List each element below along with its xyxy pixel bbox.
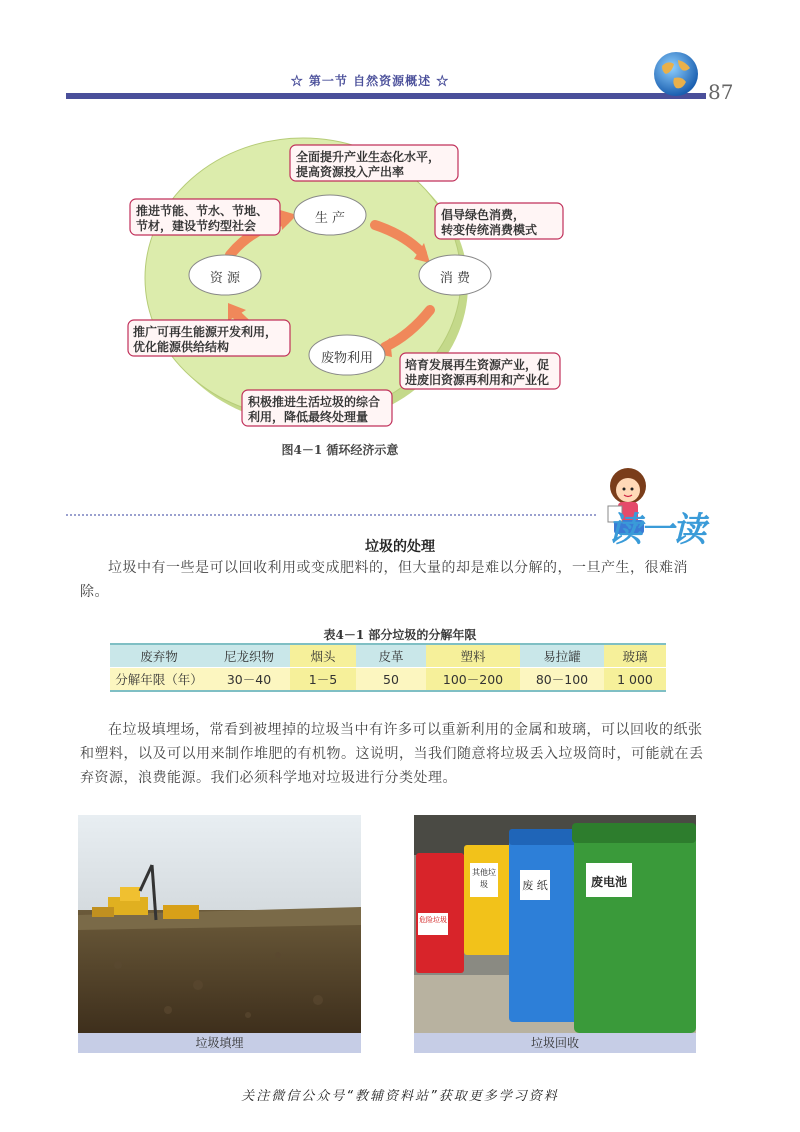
running-header: ☆ 第一节 自然资源概述 ☆ [290, 74, 450, 88]
note-bottom-line2: 利用，降低最终处理量 [248, 410, 369, 424]
recycling-photo [414, 815, 696, 1033]
section-title: 垃圾的处理 [365, 539, 435, 555]
table-value-cell: 1 000 [604, 668, 666, 692]
note-top-line1: 全面提升产业生态化水平， [296, 150, 441, 164]
circular-economy-diagram [100, 135, 570, 435]
table-header-cell: 易拉罐 [520, 644, 604, 668]
bin-label-yellow: 其他垃圾 [472, 868, 496, 889]
reading-badge-label: 读一读 [608, 510, 704, 550]
recycling-caption: 垃圾回收 [414, 1033, 696, 1053]
bin-label-green: 废电池 [590, 875, 627, 889]
note-right-top-line1: 倡导绿色消费， [441, 208, 526, 222]
note-top-line2: 提高资源投入产出率 [296, 165, 405, 179]
paragraph-landfill: 在垃圾填埋场，常看到被埋掉的垃圾当中有许多可以重新利用的金属和玻璃，可以回收的纸张和塑料，以及可以用来制作堆肥的有机物。这说明，当我们随意将垃圾丢入垃圾筒时，可能就在丢弃资源，浪费能源。我们必须科学地对垃圾进行分类处理。 [80, 722, 704, 786]
bin-label-blue: 废 纸 [522, 879, 548, 892]
table-header-cell: 皮革 [356, 644, 426, 668]
node-waste-utilization: 废物利用 [320, 351, 373, 366]
note-left-top-line1: 推进节能、节水、节地、 [136, 204, 269, 218]
reading-badge [590, 462, 710, 552]
node-consumption: 消 费 [439, 271, 471, 286]
table-header-cell: 玻璃 [604, 644, 666, 668]
table-title: 表4－1 部分垃圾的分解年限 [323, 628, 477, 642]
table-header-cell: 烟头 [290, 644, 356, 668]
bin-label-red: 危险垃圾 [419, 916, 447, 924]
note-bottom-line1: 积极推进生活垃圾的综合 [248, 395, 381, 409]
table-value-cell: 80－100 [520, 668, 604, 692]
globe-icon [652, 50, 700, 98]
note-left-bottom-line2: 优化能源供给结构 [133, 340, 230, 354]
table-value-cell: 30－40 [208, 668, 290, 692]
table-header-cell: 废弃物 [110, 644, 208, 668]
table-value-cell: 分解年限（年） [110, 668, 208, 692]
decomposition-table [110, 643, 666, 692]
node-resources: 资 源 [209, 271, 241, 286]
note-right-bottom-line1: 培育发展再生资源产业，促 [405, 358, 550, 372]
table-header-cell: 尼龙织物 [208, 644, 290, 668]
page-number: 87 [708, 80, 734, 104]
landfill-caption: 垃圾填埋 [78, 1033, 361, 1053]
table-value-cell: 1－5 [290, 668, 356, 692]
table-value-cell: 100－200 [426, 668, 520, 692]
table-header-row [110, 644, 666, 668]
note-right-bottom-line2: 进废旧资源再利用和产业化 [405, 373, 550, 387]
note-right-top-line2: 转变传统消费模式 [441, 223, 538, 237]
node-production: 生 产 [314, 211, 346, 226]
landfill-photo [78, 815, 361, 1033]
yellow-bin [464, 845, 514, 955]
header-rule [66, 93, 706, 99]
note-left-top-line2: 节材，建设节约型社会 [136, 219, 257, 233]
footer-watermark: 关注微信公众号“教辅资料站”获取更多学习资料 [241, 1089, 559, 1104]
table-value-cell: 50 [356, 668, 426, 692]
section-divider [66, 514, 596, 516]
paragraph-intro: 垃圾中有一些是可以回收利用或变成肥料的，但大量的却是难以分解的，一旦产生，很难消除。 [80, 560, 688, 600]
table-values-row [110, 668, 666, 692]
table-header-cell: 塑料 [426, 644, 520, 668]
figure-caption: 图4－1 循环经济示意 [281, 443, 399, 457]
note-left-bottom-line1: 推广可再生能源开发利用， [133, 325, 278, 339]
